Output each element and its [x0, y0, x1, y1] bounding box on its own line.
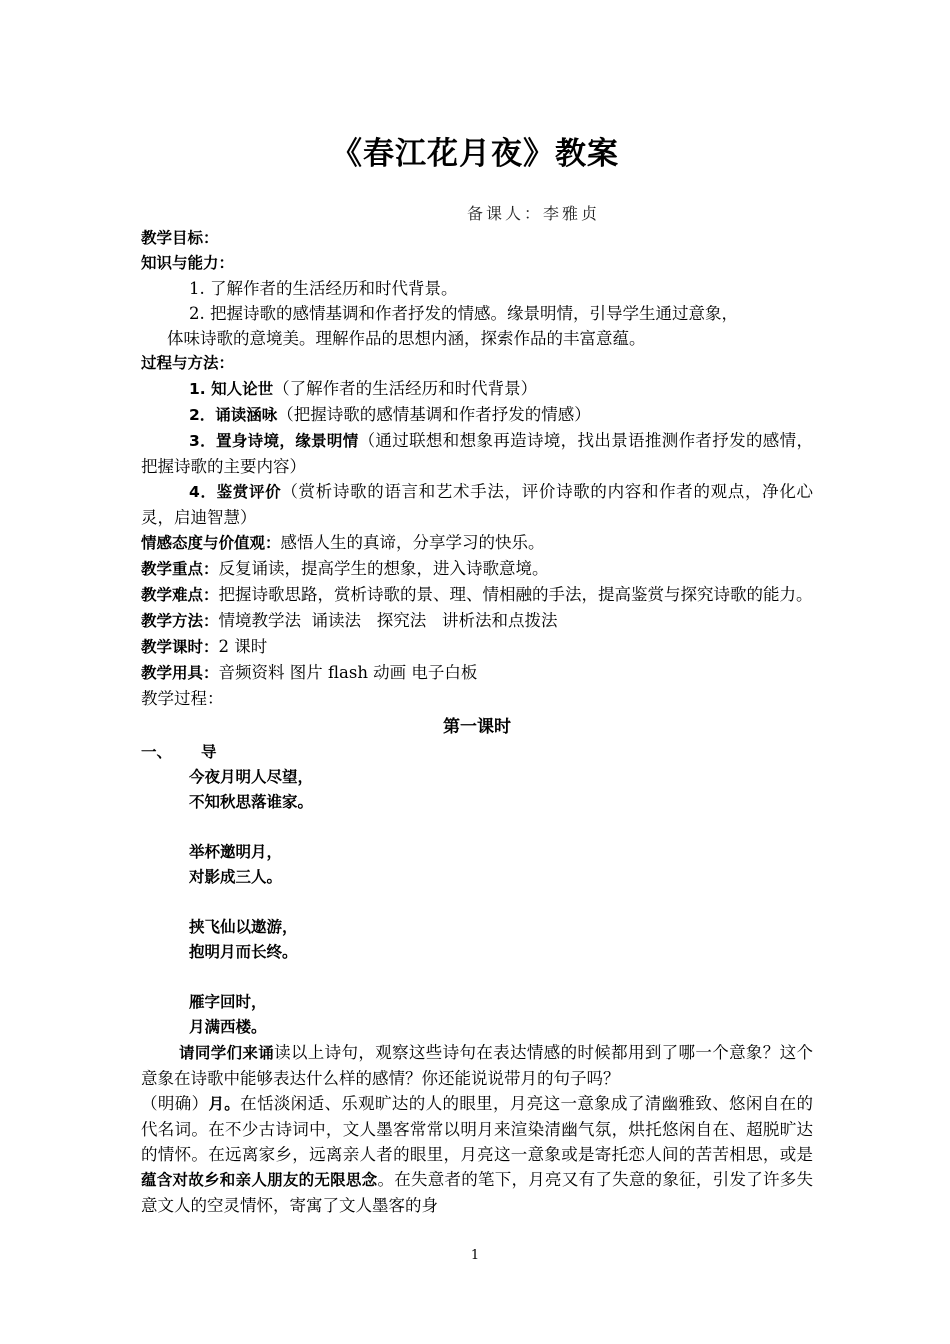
poem-line: 不知秋思落谁家。 — [189, 793, 314, 811]
key-point-line: 教学重点：反复诵读，提高学生的想象，进入诗歌意境。 — [141, 559, 549, 578]
process-item: 3．置身诗境，缘景明情（通过联想和想象再造诗境，找出景语推测作者抒发的感情，把握诗歌的主要内容） — [141, 431, 813, 476]
poem-line: 雁字回时， — [189, 993, 267, 1011]
prompt-paragraph: 请同学们来诵读以上诗句，观察这些诗句在表达情感的时候都用到了哪一个意象？这个意象在诗歌中能够表达什么样的感情？你还能说说带月的句子吗？ — [141, 1043, 813, 1088]
knowledge-item: 1. 了解作者的生活经历和时代背景。 — [189, 279, 458, 298]
document-title: 《春江花月夜》教案 — [331, 136, 619, 172]
process-item: 2．诵读涵咏（把握诗歌的感情基调和作者抒发的情感） — [189, 405, 591, 424]
emotion-line: 情感态度与价值观：感悟人生的真谛，分享学习的快乐。 — [141, 533, 545, 552]
knowledge-item: 2. 把握诗歌的感情基调和作者抒发的情感。缘景明情，引导学生通过意象， — [189, 304, 738, 323]
page-number: 1 — [470, 1248, 480, 1263]
poem-line: 挟飞仙以遨游， — [189, 918, 298, 936]
poem-line: 对影成三人。 — [189, 868, 283, 886]
process-heading: 过程与方法： — [141, 354, 235, 372]
poem-line: 抱明月而长终。 — [189, 943, 298, 961]
author-line: 备课人：李雅贞 — [467, 204, 601, 223]
lesson-title: 第一课时 — [443, 717, 511, 737]
difficulty-line: 教学难点：把握诗歌思路，赏析诗歌的景、理、情相融的手法，提高鉴赏与探究诗歌的能力。 — [141, 585, 813, 604]
knowledge-item: 体味诗歌的意境美。理解作品的思想内涵，探索作品的丰富意蕴。 — [167, 329, 646, 348]
document-body — [141, 226, 813, 1218]
knowledge-heading: 知识与能力： — [141, 254, 235, 272]
answer-paragraph: （明确）月。在恬淡闲适、乐观旷达的人的眼里，月亮这一意象成了清幽雅致、悠闲自在的代名词。在不少古诗词中，文人墨客常常以明月来渲染清幽气氛，烘托悠闲自在、超脱旷达的情怀。在远离家乡，远离亲人者的眼里，月亮这一意象或是寄托恋人间的苦苦相思，或是蕴含对故乡和亲人朋友的无限思念。在失意者的笔下，月亮又有了失意的象征，引发了许多失意文人的空灵情怀，寄寓了文人墨客的身 — [141, 1094, 813, 1215]
objectives-heading: 教学目标： — [141, 229, 219, 247]
process-item: 4．鉴赏评价（赏析诗歌的语言和艺术手法，评价诗歌的内容和作者的观点，净化心灵，启迪智慧） — [141, 482, 813, 527]
section-heading: 一、 导 — [141, 743, 217, 761]
process-label: 教学过程： — [141, 689, 224, 708]
method-line: 教学方法：情境教学法 诵读法 探究法 讲析法和点拨法 — [141, 611, 558, 630]
poem-line: 今夜月明人尽望， — [189, 768, 314, 786]
poem-line: 举杯邀明月， — [189, 843, 283, 861]
tools-line: 教学用具：音频资料 图片 flash 动画 电子白板 — [141, 663, 478, 682]
hours-line: 教学课时：2 课时 — [141, 637, 268, 656]
poem-line: 月满西楼。 — [189, 1018, 267, 1036]
process-item: 1. 知人论世（了解作者的生活经历和时代背景） — [189, 379, 538, 398]
